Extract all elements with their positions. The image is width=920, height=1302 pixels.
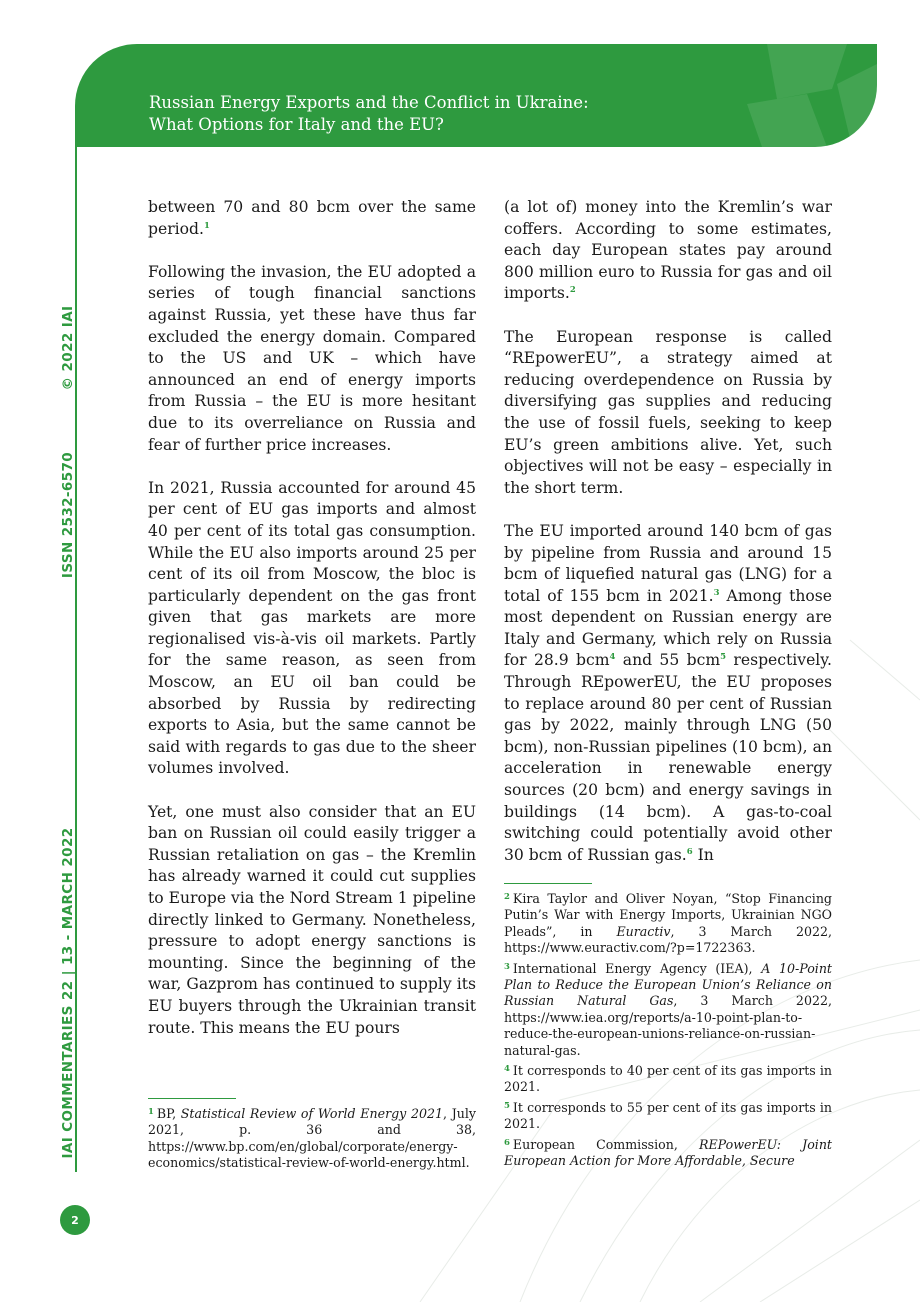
- title-line-2: What Options for Italy and the EU?: [149, 115, 444, 134]
- footnotes-left: [148, 1106, 476, 1176]
- footnote: $^5$ It corresponds to 55 per cent of its gas imports in 2021.: [504, 1099, 832, 1132]
- footnote-ref[interactable]: 4: [609, 652, 616, 663]
- issn-label: ISSN 2532-6570: [60, 451, 76, 579]
- footnote: $^2$ Kira Taylor and Oliver Noyan, “Stop Financing Putin’s War with Energy Imports, Ukrainian NGO Pleads”, in Euractiv, 3 March 2022, https://www.euractiv.com/?p=1722363.: [504, 891, 832, 956]
- footnote-ref[interactable]: 2: [569, 285, 576, 296]
- paragraph: The European response is called “REpowerEU”, a strategy aimed at reducing overdependence on Russia by diversifying gas supplies and reducing the use of fossil fuels, seeking to keep EU’s green ambitions alive. Yet, such objectives will not be easy – especially in the short term.: [504, 327, 832, 497]
- footnote: $^4$ It corresponds to 40 per cent of its gas imports in 2021.: [504, 1063, 832, 1095]
- footnote-ref[interactable]: 1: [203, 220, 210, 231]
- footnote-ref[interactable]: 6: [686, 846, 693, 857]
- page-number: 2: [60, 1205, 90, 1235]
- paragraph: The EU imported around 140 bcm of gas by pipeline from Russia and around 15 bcm of liquefied natural gas (LNG) for a total of 155 bcm in 2021.$^3$ Among those most dependent on Russian energy are Italy and Germany, which rely on Russia for 28.9 bcm$^4$ and 55 bcm$^5$ respectively. Through REpowerEU, the EU proposes to replace around 80 per cent of Russian gas by 2022, mainly through LNG (50 bcm), non-Russian pipelines (10 bcm), an acceleration in renewable energy sources (20 bcm) and energy savings in buildings (14 bcm). A gas-to-coal switching could potentially avoid other 30 bcm of Russian gas.$^6$ In: [504, 521, 832, 864]
- footnote: $^6$ European Commission, REPowerEU: Joint European Action for More Affordable, Secure: [504, 1136, 832, 1169]
- footnote-ref[interactable]: 3: [713, 587, 720, 598]
- paragraph: between 70 and 80 bcm over the same period.$^1$: [148, 198, 476, 238]
- paragraph: Yet, one must also consider that an EU ban on Russian oil could easily trigger a Russian retaliation on gas – the Kremlin has already warned it could cut supplies to Europe via the Nord Stream 1 pipeline directly linked to Germany. Nonetheless, pressure to adopt energy sanctions is mounting. Since the beginning of the war, Gazprom has continued to supply its EU buyers through the Ukrainian transit route. This means the EU pours: [148, 802, 476, 1037]
- paragraph: (a lot of) money into the Kremlin’s war coffers. According to some estimates, each day European states pay around 800 million euro to Russia for gas and oil imports.$^2$: [504, 198, 832, 303]
- left-column: [148, 197, 476, 1061]
- paragraph: In 2021, Russia accounted for around 45 per cent of EU gas imports and almost 40 per cent of its total gas consumption. While the EU also imports around 25 per cent of its oil from Moscow, the bloc is particularly dependent on the gas front given that gas markets are more regionalised vis-à-vis oil markets. Partly for the same reason, as seen from Moscow, an EU oil ban could be absorbed by Russia by redirecting exports to Asia, but the same cannot be said with regards to gas due to the sheer volumes involved.: [148, 478, 476, 778]
- right-column: [504, 197, 832, 888]
- leaf-logo-icon: [737, 44, 877, 147]
- footnotes-right: [504, 891, 832, 1174]
- footnote-divider: [504, 883, 592, 884]
- footnote-divider: [148, 1098, 236, 1099]
- footnote-ref[interactable]: 5: [720, 652, 727, 663]
- copyright-label: © 2022 IAI: [60, 305, 76, 391]
- page-title: [149, 92, 589, 136]
- paragraph: Following the invasion, the EU adopted a series of tough financial sanctions against Russia, yet these have thus far excluded the energy domain. Compared to the US and UK – which have announced an end of energy imports from Russia – the EU is more hesitant due to its overreliance on Russia and fear of further price increases.: [148, 262, 476, 454]
- title-line-1: Russian Energy Exports and the Conflict in Ukraine:: [149, 93, 589, 112]
- header-banner: [75, 44, 877, 147]
- footnote: $^3$ International Energy Agency (IEA), A 10-Point Plan to Reduce the European Union’s Reliance on Russian Natural Gas, 3 March 2022, https://www.iea.org/reports/a-10-point-plan-to-reduce-the-european-unions-reliance-on-russian-natural-gas.: [504, 960, 832, 1058]
- footnote: $^1$ BP, Statistical Review of World Energy 2021, July 2021, p. 36 and 38, https://www.bp.com/en/global/corporate/energy-economics/statistical-review-of-world-energy.html.: [148, 1106, 477, 1171]
- series-label: IAI COMMENTARIES 22 | 13 - MARCH 2022: [60, 827, 76, 1159]
